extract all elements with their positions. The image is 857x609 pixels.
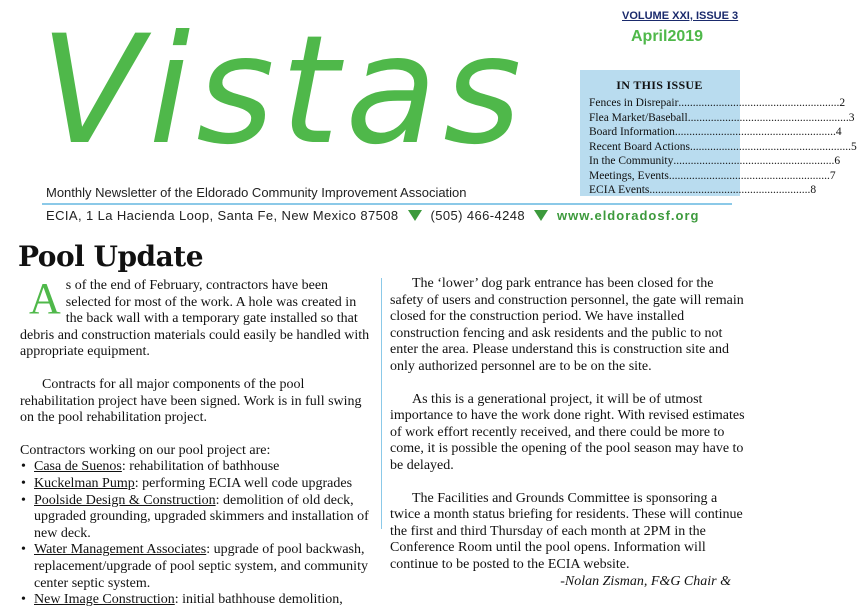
phone: (505) 466-4248 — [430, 208, 525, 223]
article-paragraph: The ‘lower’ dog park entrance has been closed for the safety of users and construction personnel, the gate will remain closed for the construction period. We have installed construction fencing and ask residents and the public to not enter the area. Please understand this is construction site and only authorized personnel are to be on the site. — [390, 276, 744, 374]
newsletter-subtitle: Monthly Newsletter of the Eldorado Community Improvement Association — [46, 185, 467, 200]
triangle-down-icon — [408, 210, 422, 221]
newsletter-title: Vistas — [40, 4, 528, 178]
article-signoff: -Nolan Zisman, F&G Chair & — [560, 573, 731, 589]
toc-item: Recent Board Actions ..... 5 — [589, 140, 730, 155]
column-divider — [381, 278, 382, 529]
masthead-divider — [42, 203, 732, 205]
list-item: • Water Management Associates: upgrade of pool backwash, replacement/upgrade of pool septic system, and community center septic system. — [20, 542, 370, 592]
article-paragraph: As of the end of February, contractors have been selected for most of the work. A hole was created in the back wall with a temporary gate installed so that debris and construction materials could easily be handled with appropriate equipment. — [20, 274, 370, 360]
website-link[interactable]: www.eldoradosf.org — [557, 208, 700, 223]
toc-item: Flea Market/Baseball ..... 3 — [589, 111, 730, 126]
article-title: Pool Update — [18, 240, 204, 273]
article-paragraph: The Facilities and Grounds Committee is sponsoring a twice a month status briefing for residents. These will continue the first and third Thursday of each month at 2PM in the Conference Room until the pool opens. Information will continue to be posted to the ECIA website. — [390, 490, 743, 572]
contractor-list-intro: Contractors working on our pool project are: — [20, 442, 271, 458]
article-paragraph: Contracts for all major components of the pool rehabilitation project have been signed. Work is in full swing on the pool rehabilitation project. — [20, 376, 362, 426]
toc-heading: IN THIS ISSUE — [616, 78, 703, 92]
list-item: • Casa de Suenos: rehabilitation of bathhouse — [20, 459, 370, 476]
toc-item: ECIA Events ..... 8 — [589, 183, 730, 198]
toc-item: Meetings, Events ..... 7 — [589, 169, 730, 184]
article-paragraph: As this is a generational project, it will be of utmost importance to have the work done right. With revised estimates of work effort recently received, and there could be more to come, it is possible the opening of the pool season may have to be delayed. — [390, 391, 745, 473]
in-this-issue-box — [580, 70, 857, 196]
volume-issue: VOLUME XXI, ISSUE 3 — [622, 10, 739, 22]
drop-cap: A — [29, 274, 61, 323]
toc-item: Fences in Disrepair ..... 2 — [589, 96, 730, 111]
article-column-left — [20, 274, 370, 609]
address: ECIA, 1 La Hacienda Loop, Santa Fe, New Mexico 87508 — [46, 208, 399, 223]
toc-item: Board Information ..... 4 — [589, 125, 730, 140]
contractor-list — [20, 459, 370, 608]
article-column-right — [390, 276, 745, 590]
list-item: • Kuckelman Pump: performing ECIA well code upgrades — [20, 476, 370, 493]
list-item: • Poolside Design & Construction: demolition of old deck, upgraded grounding, upgraded skimmers and installation of new deck. — [20, 493, 370, 543]
triangle-down-icon — [534, 210, 548, 221]
list-item: • New Image Construction: initial bathhouse demolition, — [20, 592, 370, 609]
toc-item: In the Community ..... 6 — [589, 154, 730, 169]
issue-date: April2019 — [631, 28, 704, 45]
contact-line — [46, 208, 699, 223]
